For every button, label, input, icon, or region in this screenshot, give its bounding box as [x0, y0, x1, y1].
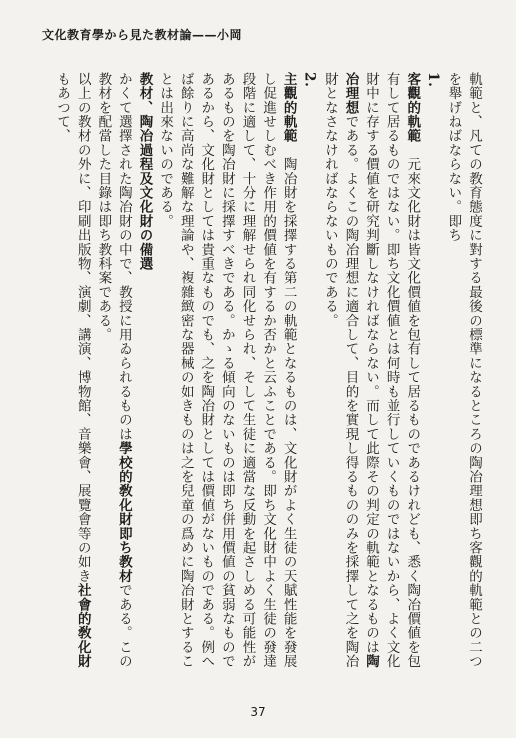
- paragraph-3-text-c: である。この教材を配當した目錄は即ち教科案である。: [95, 72, 132, 669]
- paragraph-4-text-a: 以上の教材の外に、印刷出版物、演劇、講演、博物館、音樂會、展覽會等の如き: [74, 72, 91, 584]
- section-1-text-a: 元來文化財は皆文化價値を包有して居るものであるけれども、悉く陶冶價値を包有して居るものではない。即ち文化價値とは何時も並行していくものではないから、よく文化財中に存する價値を研究判斷しなければならない。而して此際その判定の軌範となるものは: [363, 72, 421, 669]
- section-3-heading: 教材、陶冶過程及文化財の備選: [136, 72, 153, 271]
- section-1-text-c: である。よくこの陶冶理想に適合して、目的を實現し得るもののみを採擇して之を陶冶財となさなければならないものである。: [321, 72, 359, 669]
- paragraph-3-emphasis: 學校的敎化財即ち教材: [115, 441, 132, 584]
- section-2-text: 陶冶財を採擇する第二の軌範となるものは、文化財がよく生徒の天賦性能を發展し促進せしむべき作用的價値を有するか否かと云ふことである。即ち文化財中よく生徒の發達段階に適して、十分に理解せられ同化せられ、そして生徒に適當な反動を起さしめる可能性があるものを陶冶財に採擇すべきである。かゝる傾向のないものは即ち併用價値の貧弱なものであるから、文化財としては貴重なものでも、之を陶冶財としては價値がないものである。例へば餘りに高尚な難解な理論や、複雜緻密な器械の如きものは之を兒童の爲めに陶冶財とすることは出來ないのである。: [157, 72, 297, 669]
- section-1-paragraph: [319, 72, 422, 682]
- section-1-heading: 客觀的軌範: [404, 72, 421, 143]
- body-text: [24, 72, 484, 682]
- paragraph-3-text-a: かくて選擇された陶冶財の中で、教授に用ゐられるものは: [115, 72, 132, 442]
- section-2-number: 2.: [301, 72, 318, 88]
- section-1-emphasis: 陶冶理想: [342, 72, 380, 669]
- paragraph-intro-text: 軌範と、凡ての教育態度に對する最後の標準になるところの陶冶理想即ち客觀的軌範との二つを舉げねばならない。即ち: [445, 72, 482, 669]
- section-3-heading-line: [134, 72, 155, 682]
- section-1-number: 1.: [424, 72, 441, 88]
- section-2-heading: 主觀的軌範: [280, 72, 297, 143]
- section-2-paragraph: [155, 72, 299, 682]
- paragraph-intro: [443, 72, 484, 682]
- page-number: 37: [250, 705, 266, 719]
- running-head: 文化教育學から見た教材論——小岡: [42, 28, 243, 42]
- paragraph-4-emphasis: 社會的敎化財: [74, 583, 91, 669]
- paragraph-3: [93, 72, 134, 682]
- paragraph-4: [52, 72, 93, 682]
- paragraph-4-text-c: もあつて、: [54, 72, 71, 143]
